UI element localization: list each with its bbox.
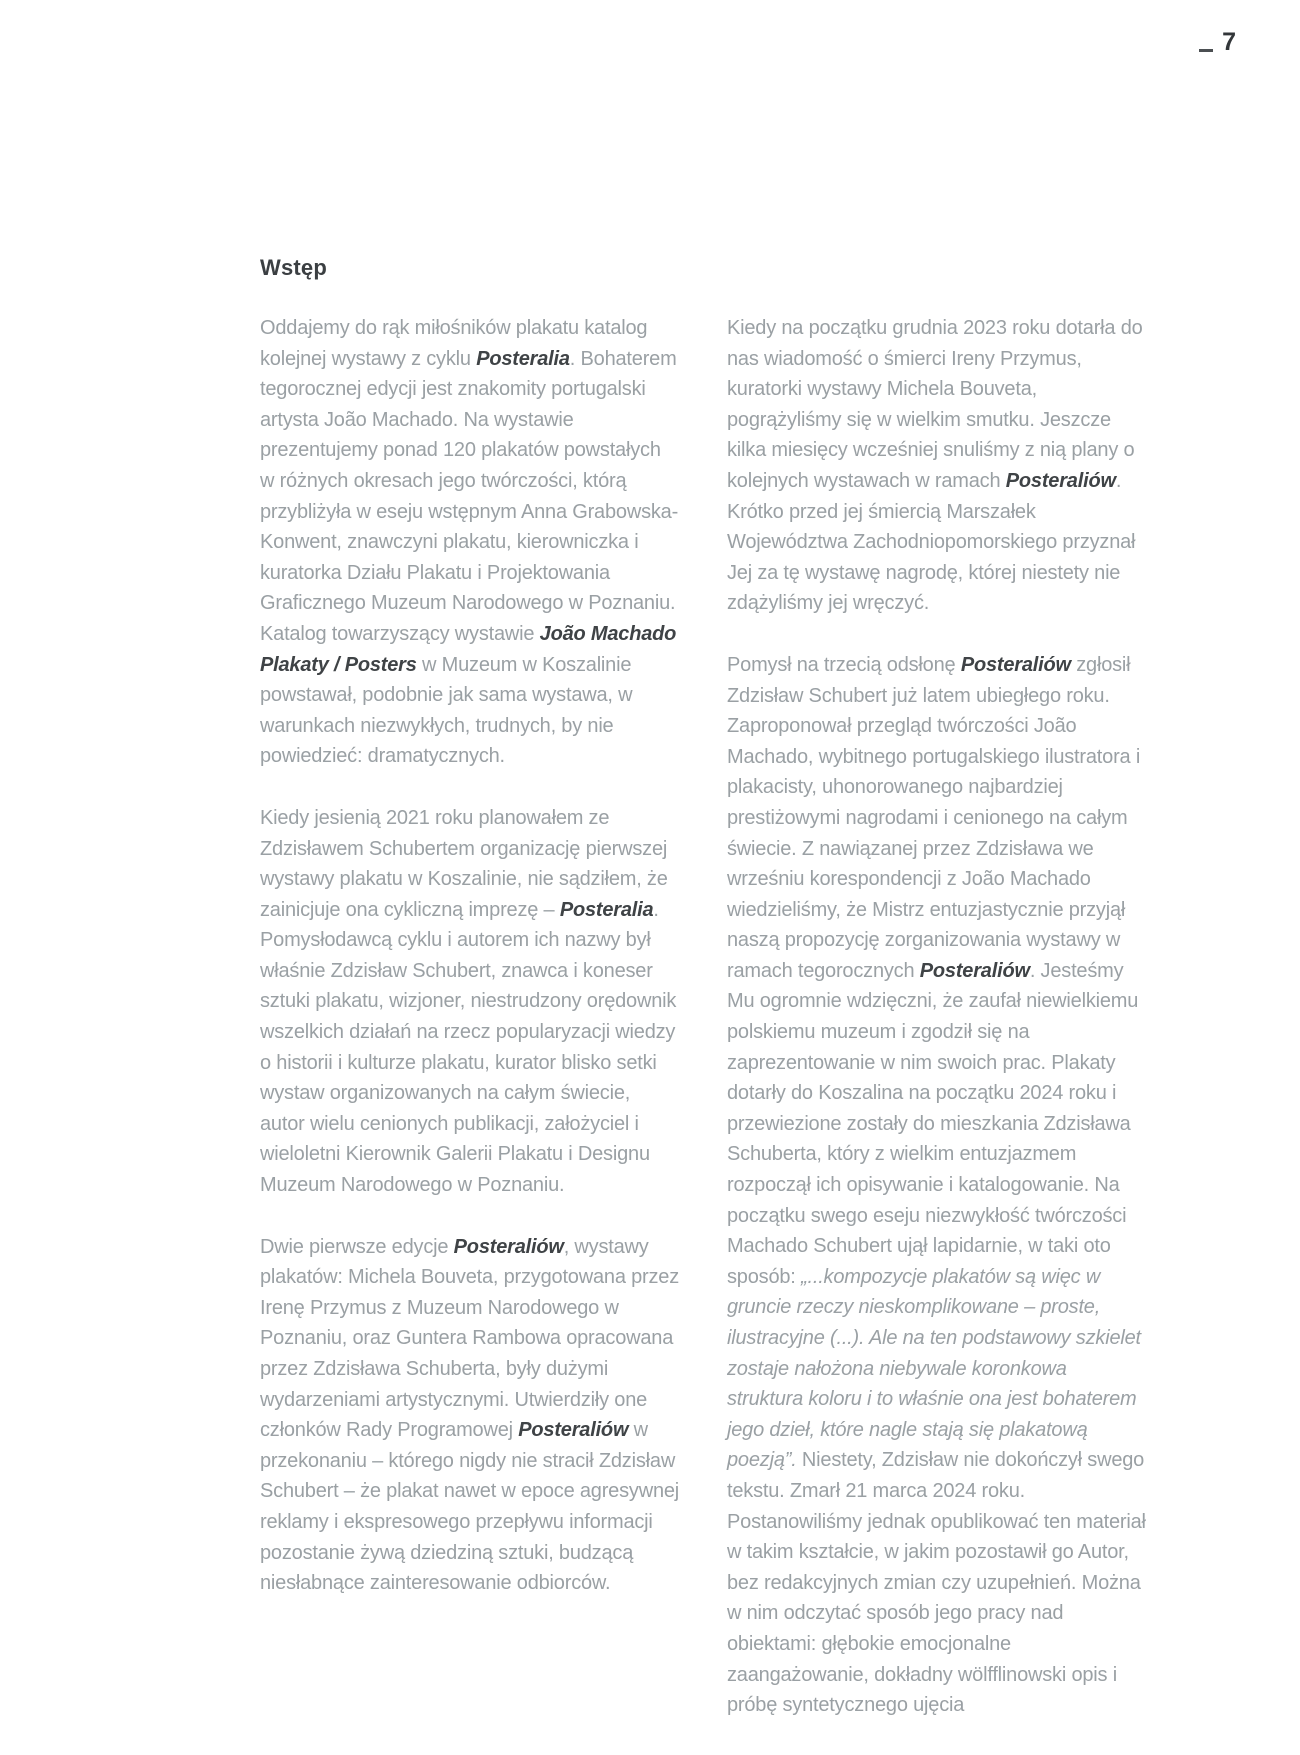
paragraph — [727, 313, 1147, 619]
page-number-dash — [1199, 49, 1213, 52]
paragraph — [727, 650, 1147, 1721]
text-run-normal: . Krótko przed jej śmiercią Marszałek Województwa Zachodniopomorskiego przyznał Jej za tę wystawę nagrodę, której niestety nie zdążyliśmy jej wręczyć. — [727, 469, 1136, 615]
page-number — [1199, 30, 1236, 55]
text-run-bold-italic: Posteralia — [559, 898, 654, 921]
text-run-normal: Niestety, Zdzisław nie dokończył swego tekstu. Zmarł 21 marca 2024 roku. Postanowiliśmy jednak opublikować ten materiał w takim kształcie, w jakim pozostawił go Autor, bez redakcyjnych zmian czy uzupełnień. Można w nim odczytać sposób jego pracy nad obiektami: głębokie emocjonalne zaangażowanie, dokładny wölfflinowski opis i próbę syntetycznego ujęcia — [727, 1449, 1146, 1717]
text-run-normal: . Bohaterem tegorocznej edycji jest znakomity portugalski artysta João Machado. Na wystawie prezentujemy ponad 120 plakatów powstałych w różnych okresach jego twórczości, którą przybliżyła w eseju wstępnym Anna Grabowska-Konwent, znawczyni plakatu, kierowniczka i kuratorka Działu Plakatu i Projektowania Graficznego Muzeum Narodowego w Poznaniu. Katalog towarzyszący wystawie — [260, 347, 679, 645]
text-run-normal: . Jesteśmy Mu ogromnie wdzięczni, że zaufał niewielkiemu polskiemu muzeum i zgodził się na zaprezentowanie w nim swoich prac. Plakaty dotarły do Koszalina na początku 2024 roku i przewiezione zostały do mieszkania Zdzisława Schuberta, który z wielkim entuzjazmem rozpoczął ich opisywanie i katalogowanie. Na początku swego eseju niezwykłość twórczości Machado Schubert ujął lapidarnie, w taki oto sposób: — [727, 959, 1139, 1288]
page-content — [260, 255, 1160, 1721]
column-left — [260, 313, 680, 1599]
text-run-normal: w przekonaniu – którego nigdy nie stracił Zdzisław Schubert – że plakat nawet w epoce agresywnej reklamy i ekspresowego przepływu informacji pozostanie żywą dziedziną sztuki, budzącą niesłabnące zainteresowanie odbiorców. — [260, 1419, 680, 1595]
text-columns — [260, 313, 1160, 1721]
text-run-bold-italic: João Machado Plakaty / Posters — [260, 622, 677, 676]
text-run-normal: zgłosił Zdzisław Schubert już latem ubiegłego roku. Zaproponował przegląd twórczości João Machado, wybitnego portugalskiego ilustratora i plakacisty, uhonorowanego najbardziej prestiżowymi nagrodami i cenionego na całym świecie. Z nawiązanej przez Zdzisława we wrześniu korespondencji z João Machado wiedzieliśmy, że Mistrz entuzjastycznie przyjął naszą propozycję zorganizowania wystawy w ramach tegorocznych — [727, 653, 1141, 982]
text-run-bold-italic: Posteraliów — [453, 1235, 564, 1258]
paragraph — [260, 313, 680, 772]
paragraph — [260, 803, 680, 1201]
text-run-normal: . Pomysłodawcą cyklu i autorem ich nazwy był właśnie Zdzisław Schubert, znawca i koneser sztuki plakatu, wizjoner, niestrudzony orędownik wszelkich działań na rzecz popularyzacji wiedzy o historii i kulturze plakatu, kurator blisko setki wystaw organizowanych na całym świecie, autor wielu cenionych publikacji, założyciel i wieloletni Kierownik Galerii Plakatu i Designu Muzeum Narodowego w Poznaniu. — [260, 898, 677, 1197]
column-right — [727, 313, 1147, 1721]
section-heading: Wstęp — [260, 255, 327, 280]
text-run-normal: Dwie pierwsze edycje — [260, 1235, 454, 1258]
text-run-normal: Oddajemy do rąk miłośników plakatu katalog kolejnej wystawy z cyklu — [260, 317, 648, 370]
text-run-bold-italic: Posteraliów — [919, 959, 1030, 982]
text-run-bold-italic: Posteraliów — [960, 653, 1071, 676]
text-run-bold-italic: Posteraliów — [518, 1419, 629, 1442]
text-run-normal: Kiedy jesienią 2021 roku planowałem ze Zdzisławem Schubertem organizację pierwszej wystawy plakatu w Koszalinie, nie sądziłem, że zainicjuje ona cykliczną imprezę – — [260, 806, 668, 921]
text-run-normal: Pomysł na trzecią odsłonę — [727, 653, 961, 676]
text-run-bold-italic: Posteralia — [476, 347, 570, 370]
page-number-value: 7 — [1222, 28, 1236, 56]
paragraph — [260, 1232, 680, 1599]
text-run-bold-italic: Posteraliów — [1005, 469, 1116, 492]
text-run-normal: , wystawy plakatów: Michela Bouveta, przygotowana przez Irenę Przymus z Muzeum Narodowego w Poznaniu, oraz Guntera Rambowa opracowana przez Zdzisława Schuberta, były dużymi wydarzeniami artystycznymi. Utwierdziły one członków Rady Programowej — [260, 1235, 680, 1442]
text-run-italic: „...kompozycje plakatów są więc w gruncie rzeczy nieskomplikowane – proste, ilustracyjne (...). Ale na ten podstawowy szkielet zostaje nałożona niebywale koronkowa struktura koloru i to właśnie ona jest bohaterem jego dzieł, które nagle stają się plakatową poezją”. — [727, 1265, 1141, 1472]
text-run-normal: w Muzeum w Koszalinie powstawał, podobnie jak sama wystawa, w warunkach niezwykłych, trudnych, by nie powiedzieć: dramatycznych. — [260, 653, 633, 768]
text-run-normal: Kiedy na początku grudnia 2023 roku dotarła do nas wiadomość o śmierci Ireny Przymus, kuratorki wystawy Michela Bouveta, pogrążyliśmy się w wielkim smutku. Jeszcze kilka miesięcy wcześniej snuliśmy z nią plany o kolejnych wystawach w ramach — [727, 317, 1143, 492]
